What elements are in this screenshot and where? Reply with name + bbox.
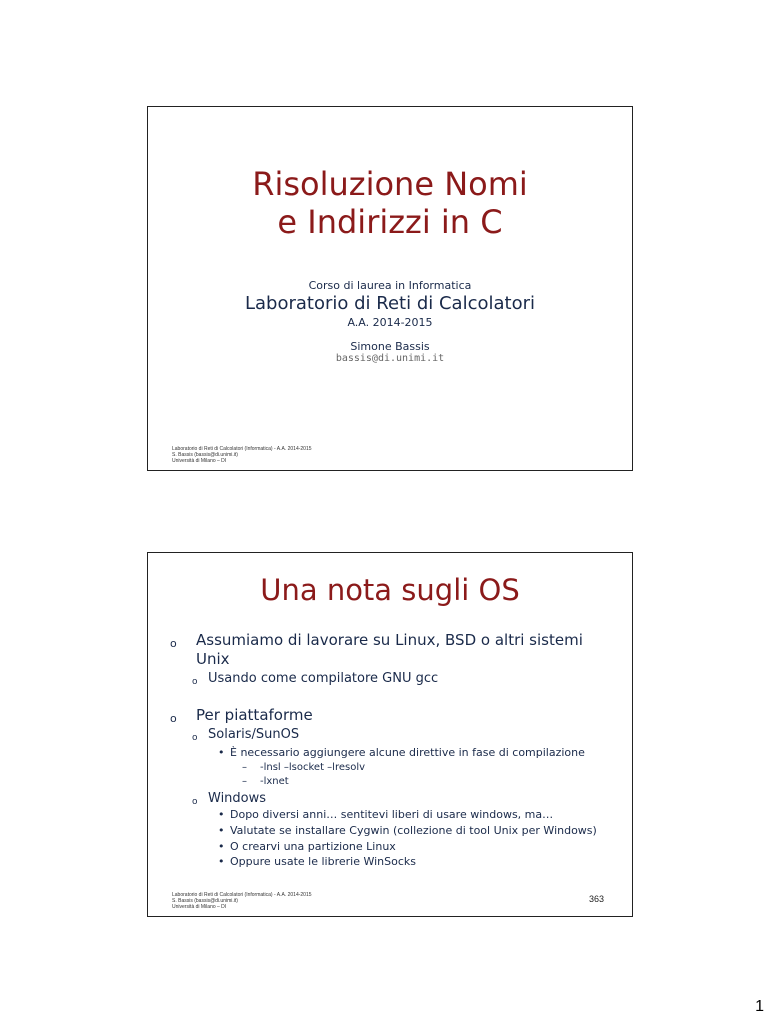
author-email: bassis@di.unimi.it xyxy=(335,353,445,364)
title-line-1: Risoluzione Nomi xyxy=(252,165,528,203)
bullet-text: Oppure usate le librerie WinSocks xyxy=(230,855,416,868)
bullet-text: Assumiamo di lavorare su Linux, BSD o altri sistemi Unix xyxy=(196,631,583,668)
circle-bullet-icon: o xyxy=(192,733,198,743)
bullet-text: Usando come compilatore GNU gcc xyxy=(208,671,439,686)
dot-bullet-icon: • xyxy=(218,824,225,837)
slide-os-note xyxy=(147,552,633,917)
slide-page-number: 363 xyxy=(588,894,604,904)
slide-footer xyxy=(172,446,312,464)
bullet-text: Dopo diversi anni… sentitevi liberi di usare windows, ma… xyxy=(230,808,554,821)
slide-title-heading xyxy=(148,165,632,241)
bullet-text: Solaris/SunOS xyxy=(208,727,300,742)
circle-bullet-icon: o xyxy=(170,637,177,650)
dot-bullet-icon: • xyxy=(218,808,225,821)
footer-line: Università di Milano – DI xyxy=(172,904,227,910)
lab-name: Laboratorio di Reti di Calcolatori xyxy=(245,293,535,314)
footer-line: Università di Milano – DI xyxy=(172,458,227,464)
bullet-text: -lxnet xyxy=(260,776,289,787)
slide-heading: Una nota sugli OS xyxy=(260,573,520,607)
bullet-level4 xyxy=(242,761,365,774)
bullet-text: O crearvi una partizione Linux xyxy=(230,840,396,853)
bullet-level2 xyxy=(192,791,266,807)
document-page-number: 1 xyxy=(755,998,764,1015)
bullet-level4 xyxy=(242,775,289,788)
slide-footer xyxy=(172,892,312,910)
bullet-level3 xyxy=(218,840,396,854)
bullet-text: -lnsl –lsocket –lresolv xyxy=(260,762,366,773)
academic-year: A.A. 2014-2015 xyxy=(347,316,433,329)
circle-bullet-icon: o xyxy=(192,677,198,687)
bullet-text: Valutate se installare Cygwin (collezione di tool Unix per Windows) xyxy=(230,824,597,837)
bullet-level3 xyxy=(218,855,416,869)
footer-line: Laboratorio di Reti di Calcolatori (Informatica) - A.A. 2014-2015 xyxy=(172,892,312,898)
bullet-level1 xyxy=(170,631,596,669)
slide-title xyxy=(147,106,633,471)
footer-line: Laboratorio di Reti di Calcolatori (Informatica) - A.A. 2014-2015 xyxy=(172,446,312,452)
dot-bullet-icon: • xyxy=(218,840,225,853)
dash-bullet-icon: – xyxy=(242,762,247,773)
bullet-level2 xyxy=(192,727,299,743)
dash-bullet-icon: – xyxy=(242,776,247,787)
bullet-level3 xyxy=(218,808,553,822)
bullet-level3 xyxy=(218,824,597,838)
bullet-level1 xyxy=(170,706,596,725)
footer-line: S. Bassis (bassis@di.unimi.it) xyxy=(172,898,238,904)
bullet-level3 xyxy=(218,746,585,760)
circle-bullet-icon: o xyxy=(192,797,198,807)
dot-bullet-icon: • xyxy=(218,855,225,868)
dot-bullet-icon: • xyxy=(218,746,225,759)
footer-line: S. Bassis (bassis@di.unimi.it) xyxy=(172,452,238,458)
author-name: Simone Bassis xyxy=(350,340,430,353)
course-name: Corso di laurea in Informatica xyxy=(308,279,472,292)
bullet-text: Windows xyxy=(208,791,267,806)
title-line-2: e Indirizzi in C xyxy=(277,203,503,241)
bullet-text: Per piattaforme xyxy=(196,706,313,724)
bullet-text: È necessario aggiungere alcune direttive in fase di compilazione xyxy=(230,746,585,759)
bullet-level2 xyxy=(192,671,438,687)
circle-bullet-icon: o xyxy=(170,712,177,725)
